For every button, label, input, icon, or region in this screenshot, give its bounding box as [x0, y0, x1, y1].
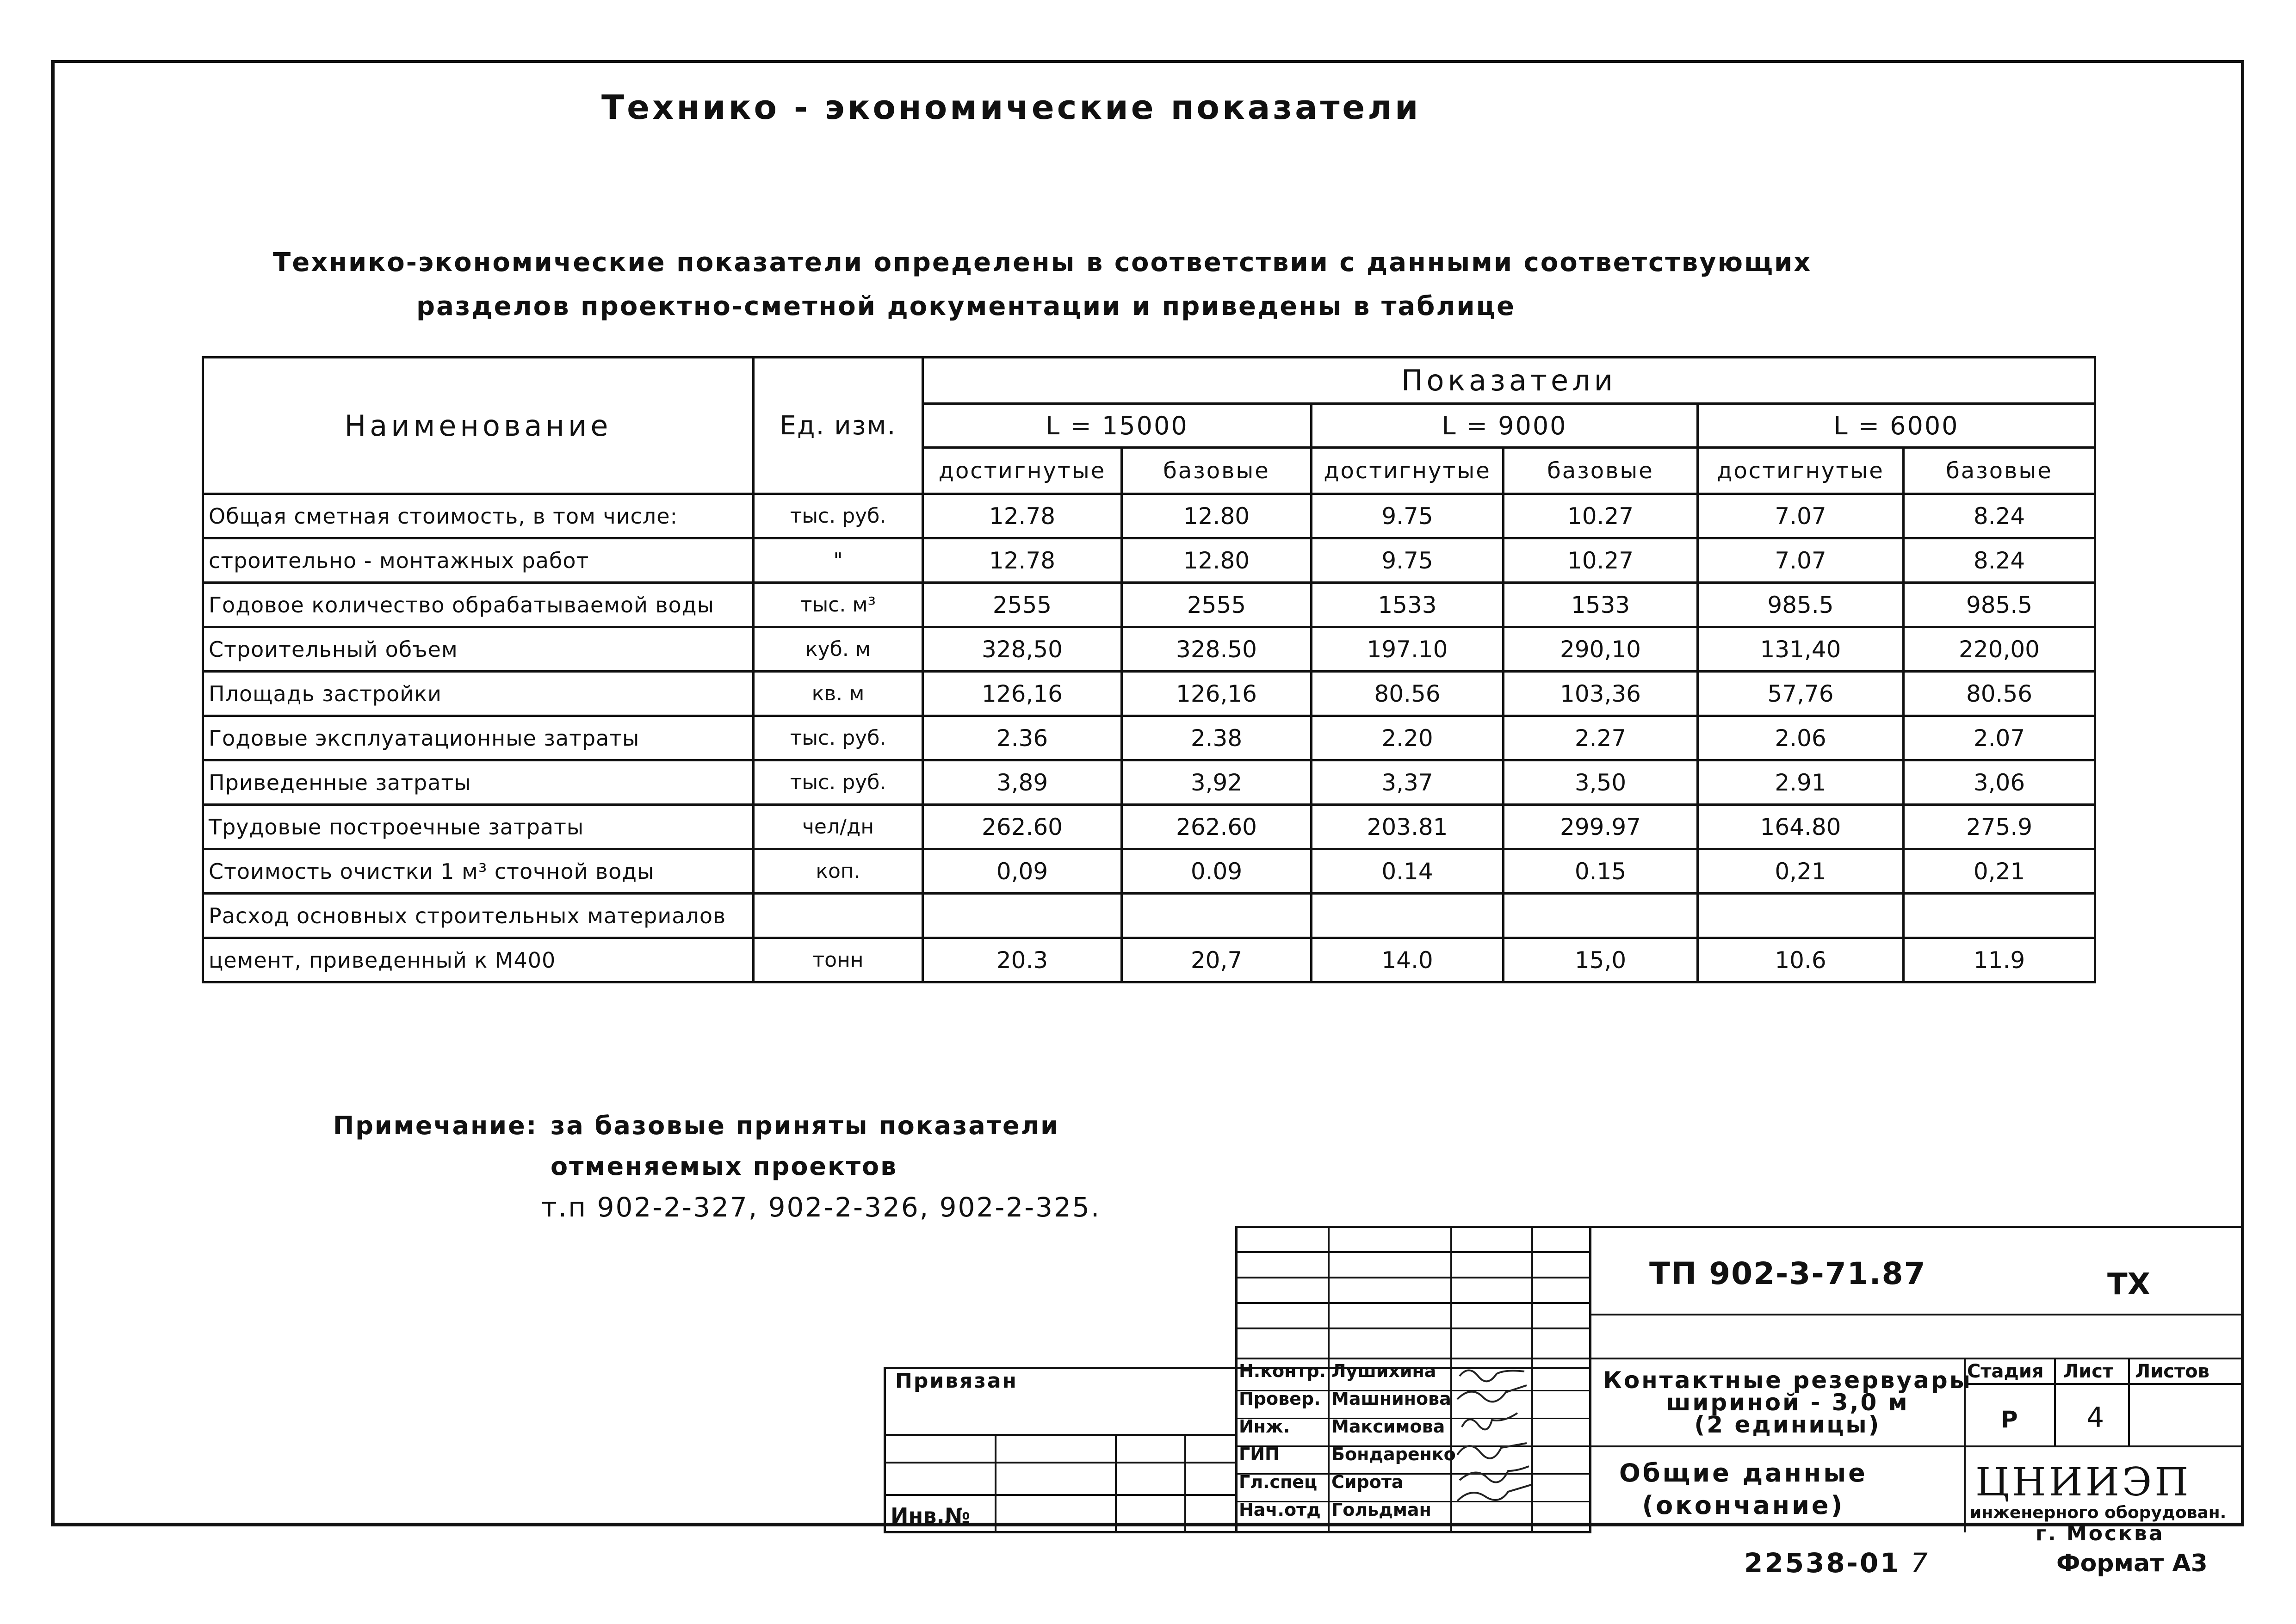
row-value: 126,16: [1122, 672, 1312, 716]
row-value: 10.27: [1504, 538, 1698, 583]
row-value: 9.75: [1312, 494, 1504, 538]
header-length-1: L = 15000: [923, 404, 1312, 448]
row-unit: чел/дн: [754, 805, 923, 849]
table-row: [203, 538, 2095, 583]
section-line-2: (окончание): [1642, 1491, 1845, 1520]
attached-label: Привязан: [895, 1369, 1018, 1393]
table-row: [203, 627, 2095, 672]
organization-line-3: г. Москва: [2036, 1522, 2165, 1545]
row-unit: кв. м: [754, 672, 923, 716]
row-value: 10.6: [1698, 938, 1904, 982]
object-name: [1603, 1369, 1972, 1436]
paper-format: Формат А3: [2056, 1550, 2208, 1577]
header-achieved: достигнутые: [1312, 448, 1504, 494]
object-line-1: Контактные резервуары: [1603, 1367, 1972, 1394]
object-line-3: (2 единицы): [1694, 1411, 1881, 1438]
row-value: 262.60: [923, 805, 1122, 849]
row-unit: тыс. м³: [754, 583, 923, 627]
table-row: [203, 805, 2095, 849]
row-value: 3,50: [1504, 760, 1698, 805]
note: [333, 1105, 1101, 1228]
stage-value: Р: [2001, 1406, 2018, 1433]
row-value: 3,37: [1312, 760, 1504, 805]
row-value: 1533: [1312, 583, 1504, 627]
row-name: Расход основных строительных материалов: [203, 894, 754, 938]
header-length-2: L = 9000: [1312, 404, 1698, 448]
row-value: 9.75: [1312, 538, 1504, 583]
sheet-label: Лист: [2063, 1361, 2114, 1382]
row-value: 328,50: [923, 627, 1122, 672]
row-value: 290,10: [1504, 627, 1698, 672]
signer-role: ГИП: [1239, 1444, 1280, 1464]
header-achieved: достигнутые: [923, 448, 1122, 494]
row-unit: тыс. руб.: [754, 716, 923, 760]
section-line-1: Общие данные: [1619, 1458, 1868, 1488]
row-value: 11.9: [1904, 938, 2095, 982]
row-value: 7.07: [1698, 538, 1904, 583]
document-mark: ТХ: [2107, 1267, 2150, 1302]
note-label: Примечание:: [333, 1111, 538, 1140]
row-name: Трудовые построечные затраты: [203, 805, 754, 849]
row-value: 57,76: [1698, 672, 1904, 716]
header-length-3: L = 6000: [1698, 404, 2095, 448]
row-value: 103,36: [1504, 672, 1698, 716]
row-value: 3,92: [1122, 760, 1312, 805]
row-value: 299.97: [1504, 805, 1698, 849]
row-name: цемент, приведенный к М400: [203, 938, 754, 982]
row-unit: тыс. руб.: [754, 494, 923, 538]
table-row: [203, 716, 2095, 760]
intro-line-2: разделов проектно-сметной документации и приведены в таблице: [416, 291, 1516, 321]
signer-role: Нач.отд: [1239, 1500, 1321, 1520]
row-value: 2.91: [1698, 760, 1904, 805]
row-value: 1533: [1504, 583, 1698, 627]
table-row: [203, 672, 2095, 716]
row-name: Строительный объем: [203, 627, 754, 672]
signer-name: Максимова: [1331, 1416, 1445, 1437]
signer-name: Бондаренко: [1331, 1444, 1456, 1464]
header-achieved: достигнутые: [1698, 448, 1904, 494]
row-value: 3,06: [1904, 760, 2095, 805]
sheets-label: Листов: [2135, 1361, 2209, 1382]
row-name: строительно - монтажных работ: [203, 538, 754, 583]
indicators-table: [202, 356, 2096, 983]
row-value: 0.15: [1504, 849, 1698, 894]
row-name: Годовые эксплуатационные затраты: [203, 716, 754, 760]
section-name: [1619, 1457, 1868, 1522]
document-code: ТП 902-3-71.87: [1649, 1256, 1926, 1291]
signer-name: Машнинова: [1331, 1389, 1451, 1409]
signer-name: Гольдман: [1331, 1500, 1431, 1520]
row-value: 275.9: [1904, 805, 2095, 849]
row-value: 131,40: [1698, 627, 1904, 672]
sheet-value: 4: [2086, 1402, 2104, 1434]
row-value: [1698, 894, 1904, 938]
signer-role: Инж.: [1239, 1416, 1290, 1437]
row-value: 12.78: [923, 494, 1122, 538]
row-value: 2.20: [1312, 716, 1504, 760]
row-value: 2.38: [1122, 716, 1312, 760]
row-value: 10.27: [1504, 494, 1698, 538]
row-value: 262.60: [1122, 805, 1312, 849]
object-line-2: шириной - 3,0 м: [1666, 1389, 1909, 1416]
row-value: [1122, 894, 1312, 938]
row-value: 197.10: [1312, 627, 1504, 672]
row-value: 0,09: [923, 849, 1122, 894]
row-value: 985.5: [1904, 583, 2095, 627]
row-value: 14.0: [1312, 938, 1504, 982]
row-unit: куб. м: [754, 627, 923, 672]
signatures-icon: [1453, 1362, 1531, 1506]
row-value: 0,21: [1698, 849, 1904, 894]
row-value: 12.78: [923, 538, 1122, 583]
row-value: 985.5: [1698, 583, 1904, 627]
row-value: 164.80: [1698, 805, 1904, 849]
row-name: Общая сметная стоимость, в том числе:: [203, 494, 754, 538]
row-value: 0.09: [1122, 849, 1312, 894]
row-value: [1504, 894, 1698, 938]
header-base: базовые: [1904, 448, 2095, 494]
note-line-2: отменяемых проектов: [551, 1152, 898, 1181]
row-unit: тыс. руб.: [754, 760, 923, 805]
signer-name: Лушихина: [1331, 1361, 1436, 1381]
row-value: 12.80: [1122, 538, 1312, 583]
row-unit: [754, 894, 923, 938]
table-row: [203, 583, 2095, 627]
intro-text: [273, 241, 1985, 328]
row-name: Приведенные затраты: [203, 760, 754, 805]
row-value: 8.24: [1904, 538, 2095, 583]
row-value: 203.81: [1312, 805, 1504, 849]
header-base: базовые: [1504, 448, 1698, 494]
row-value: 15,0: [1504, 938, 1698, 982]
page-number: 7: [1911, 1547, 1928, 1579]
row-name: Годовое количество обрабатываемой воды: [203, 583, 754, 627]
row-value: 126,16: [923, 672, 1122, 716]
header-group: Показатели: [923, 358, 2095, 404]
header-name: Наименование: [203, 358, 754, 494]
note-line-1: за базовые приняты показатели: [551, 1111, 1060, 1140]
stage-label: Стадия: [1967, 1361, 2044, 1382]
row-value: 8.24: [1904, 494, 2095, 538]
signer-role: Н.контр.: [1239, 1361, 1326, 1381]
signer-name: Сирота: [1331, 1472, 1404, 1492]
row-value: [1904, 894, 2095, 938]
row-value: 2555: [1122, 583, 1312, 627]
intro-line-1: Технико-экономические показатели определены в соответствии с данными соответствующих: [273, 247, 1812, 278]
table-row: [203, 938, 2095, 982]
row-value: 80.56: [1904, 672, 2095, 716]
row-value: 2.27: [1504, 716, 1698, 760]
row-value: 328.50: [1122, 627, 1312, 672]
row-name: Стоимость очистки 1 м³ сточной воды: [203, 849, 754, 894]
row-name: Площадь застройки: [203, 672, 754, 716]
row-value: 0,21: [1904, 849, 2095, 894]
organization-line-2: инженерного оборудован.: [1970, 1503, 2227, 1522]
signer-role: Провер.: [1239, 1389, 1321, 1409]
row-unit: коп.: [754, 849, 923, 894]
organization-name: ЦНИИЭП: [1975, 1459, 2191, 1505]
table-row: [203, 760, 2095, 805]
row-unit: ": [754, 538, 923, 583]
table-row: [203, 849, 2095, 894]
inventory-label: Инв.№: [891, 1503, 971, 1528]
row-value: 7.07: [1698, 494, 1904, 538]
row-value: 2.06: [1698, 716, 1904, 760]
row-value: [923, 894, 1122, 938]
row-value: 0.14: [1312, 849, 1504, 894]
page-title: Технико - экономические показатели: [601, 88, 1421, 127]
header-base: базовые: [1122, 448, 1312, 494]
signer-role: Гл.спец: [1239, 1472, 1318, 1492]
header-unit: Ед. изм.: [754, 358, 923, 494]
row-value: 20.3: [923, 938, 1122, 982]
row-value: 2555: [923, 583, 1122, 627]
table-row: [203, 494, 2095, 538]
table-row: [203, 894, 2095, 938]
row-value: 80.56: [1312, 672, 1504, 716]
row-value: 20,7: [1122, 938, 1312, 982]
row-value: 2.36: [923, 716, 1122, 760]
archive-number: 22538-01: [1744, 1547, 1901, 1579]
row-value: 12.80: [1122, 494, 1312, 538]
row-value: 2.07: [1904, 716, 2095, 760]
row-value: [1312, 894, 1504, 938]
row-value: 220,00: [1904, 627, 2095, 672]
note-line-3: т.п 902-2-327, 902-2-326, 902-2-325.: [541, 1192, 1101, 1223]
row-unit: тонн: [754, 938, 923, 982]
row-value: 3,89: [923, 760, 1122, 805]
